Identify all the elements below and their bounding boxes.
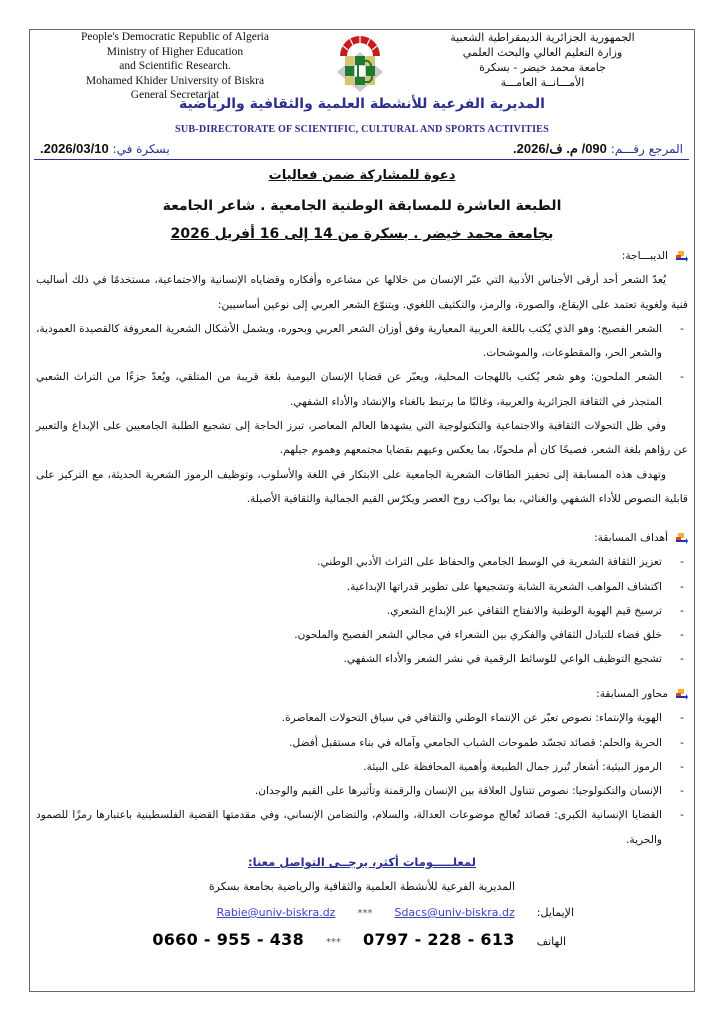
header-ar-line: جامعة محمد خيضر - بسكرة [479,61,606,74]
reference-label: المرجع رقـــم: [610,142,683,156]
invitation-heading: دعوة للمشاركة ضمن فعاليات [268,168,456,183]
preamble-section [36,244,688,511]
theme-item: - الحرية والحلم: قصائد تجسّد طموحات الشباب الجامعي وآماله في بناء مستقبل أفضل. [36,731,688,755]
header-en-line: People's Democratic Republic of Algeria [81,31,269,43]
bullet-arrow-icon [674,687,688,701]
header-en-line: Ministry of Higher Education [106,45,244,58]
section-heading [36,526,688,550]
goal-item: - خلق فضاء للتبادل الثقافي والفكري بين الشعراء في مجالي الشعر الفصيح والملحون. [36,623,688,647]
contact-office: المديرية الفرعية للأنشطة العلمية والثقافية والرياضية بجامعة بسكرة [208,880,516,893]
university-logo [331,30,389,92]
header-en-line: and Scientific Research. [119,60,231,72]
competition-venue-dates: بجامعة محمد خيضر . بسكرة من 14 إلى 16 أفريل 2026 [170,226,554,242]
goal-item: - تشجيع التوظيف الواعي للوسائط الرقمية في نشر الشعر والأداء الشفهي. [36,647,688,671]
reference-value: 090/ م. ف/2026. [513,141,607,156]
preamble-heading: الديبـــاجة: [621,250,668,262]
date-label: بسكرة في: [112,142,170,156]
phone-number: 0797 - 228 - 613 [363,930,515,949]
theme-item: - الإنسان والتكنولوجيا: نصوص تتناول العلاقة بين الإنسان والرقمنة وتأثيرها على القيم والوجدان. [36,779,688,803]
themes-heading: محاور المسابقة: [596,688,668,700]
poetry-type-item: - الشعر الملحون: وهو شعر يُكتب باللهجات المحلية، ويعبّر عن قضايا الإنسان اليومية بلغة قريبة من المتلقي، ويُعدّ جزءًا من التراث الشعبي المتجذر في الثقافة الجزائرية والعربية، وغالبًا ما يرتبط بالغناء والإنشاد والأداء الشفهي. [36,365,688,414]
directorate-title-english: SUB-DIRECTORATE OF SCIENTIFIC, CULTURAL AND SPORTS ACTIVITIES [175,123,549,135]
phone-row [152,930,566,949]
header-en-line: Mohamed Khider University of Biskra [85,74,265,87]
goals-heading: أهداف المسابقة: [594,532,668,544]
email-label: الإيمايل: [536,906,574,919]
header-english [60,30,290,103]
header-ar-line: الجمهورية الجزائرية الديمقراطية الشعبية [450,31,635,44]
poetry-type-item: - الشعر الفصيح: وهو الذي يُكتب باللغة العربية المعيارية وفق أوزان الشعر العربي وبحوره، ويشمل الأشكال الشعرية المعروفة كالقصيدة العمودية، والشعر الحر، والمقطوعات، والموشحات. [36,317,688,366]
document-date [40,141,170,156]
phone-label: الهاتف [536,935,566,948]
header-en-line: General Secretariat [130,89,220,101]
header-arabic [430,30,655,90]
date-value: 2026/03/10. [40,141,109,156]
separator: *** [357,908,373,919]
separator: *** [326,937,342,948]
goal-item: - ترسيخ قيم الهوية الوطنية والانفتاح الثقافي عبر الإبداع الشعري. [36,599,688,623]
header-ar-line: وزارة التعليم العالي والبحث العلمي [462,46,623,59]
theme-item: - القضايا الإنسانية الكبرى: قصائد تُعالج موضوعات العدالة، والسلام، والتضامن الإنساني، وفي مقدمتها القضية الفلسطينية باعتبارها رمزًا للصمود والحرية. [36,803,688,852]
section-heading [36,682,688,706]
competition-title: الطبعة العاشرة للمسابقة الوطنية الجامعية . شاعر الجامعة [162,198,562,214]
theme-item: - الرموز البيئية: أشعار تُبرز جمال الطبيعة وأهمية المحافظة على البيئة. [36,755,688,779]
preamble-paragraph: وفي ظل التحولات الثقافية والاجتماعية والتكنولوجية التي يشهدها العالم المعاصر، تبرز الحاجة إلى تشجيع الطلبة الجامعيين على الإبداع والتعبير عن رؤاهم بلغة الشعر، فصيحًا كان أم ملحونًا، بما يعكس وعيهم بقضايا مجتمعهم وهموم جيلهم. [36,420,688,457]
email-link-rabie[interactable]: Rabie@univ-biskra.dz [216,906,336,919]
themes-section [36,682,688,852]
preamble-paragraph: وتهدف هذه المسابقة إلى تحفيز الطاقات الشعرية الجامعية على الابتكار في اللغة والأسلوب، وتوظيف الرموز الشعرية الحديثة، مع التركيز على قابلية النصوص للأداء الشفهي والغنائي، بما يواكب روح العصر ويكرّس القيم الجمالية والثقافية الأصيلة. [36,468,688,505]
section-heading [36,244,688,268]
email-link-sdacs[interactable]: Sdacs@univ-biskra.dz [394,906,515,919]
goals-section [36,526,688,672]
directorate-title-arabic: المديرية الفرعية للأنشطة العلمية والثقافية والرياضية [179,96,545,112]
preamble-paragraph: يُعدّ الشعر أحد أرقى الأجناس الأدبية التي عبّر الإنسان من خلالها عن مشاعره وأفكاره وقضاياه الإنسانية والاجتماعية، مستخدمًا في ذلك أساليب فنية ولغوية تعتمد على الإيقاع، والصورة، والرمز، والتكثيف اللغوي. ويتنوّع الشعر العربي إلى نوعين أساسيين: [36,274,688,311]
email-row [217,906,574,919]
bullet-arrow-icon [674,249,688,263]
reference-number [513,141,683,157]
theme-item: - الهوية والإنتماء: نصوص تعبّر عن الإنتماء الوطني والثقافي في سياق التحولات المعاصرة. [36,706,688,730]
goal-item: - تعزيز الثقافة الشعرية في الوسط الجامعي والحفاظ على التراث الأدبي الوطني. [36,550,688,574]
goal-item: - اكتشاف المواهب الشعرية الشابة وتشجيعها على تطوير قدراتها الإبداعية. [36,575,688,599]
phone-number: 0660 - 955 - 438 [152,930,305,949]
bullet-arrow-icon [674,531,688,545]
reference-line [34,139,689,160]
contact-heading: لمعلـــــومات أكثر، يرجــى التواصل معنا: [248,855,476,869]
header-ar-line: الأمـــانــة العامـــة [500,76,585,89]
